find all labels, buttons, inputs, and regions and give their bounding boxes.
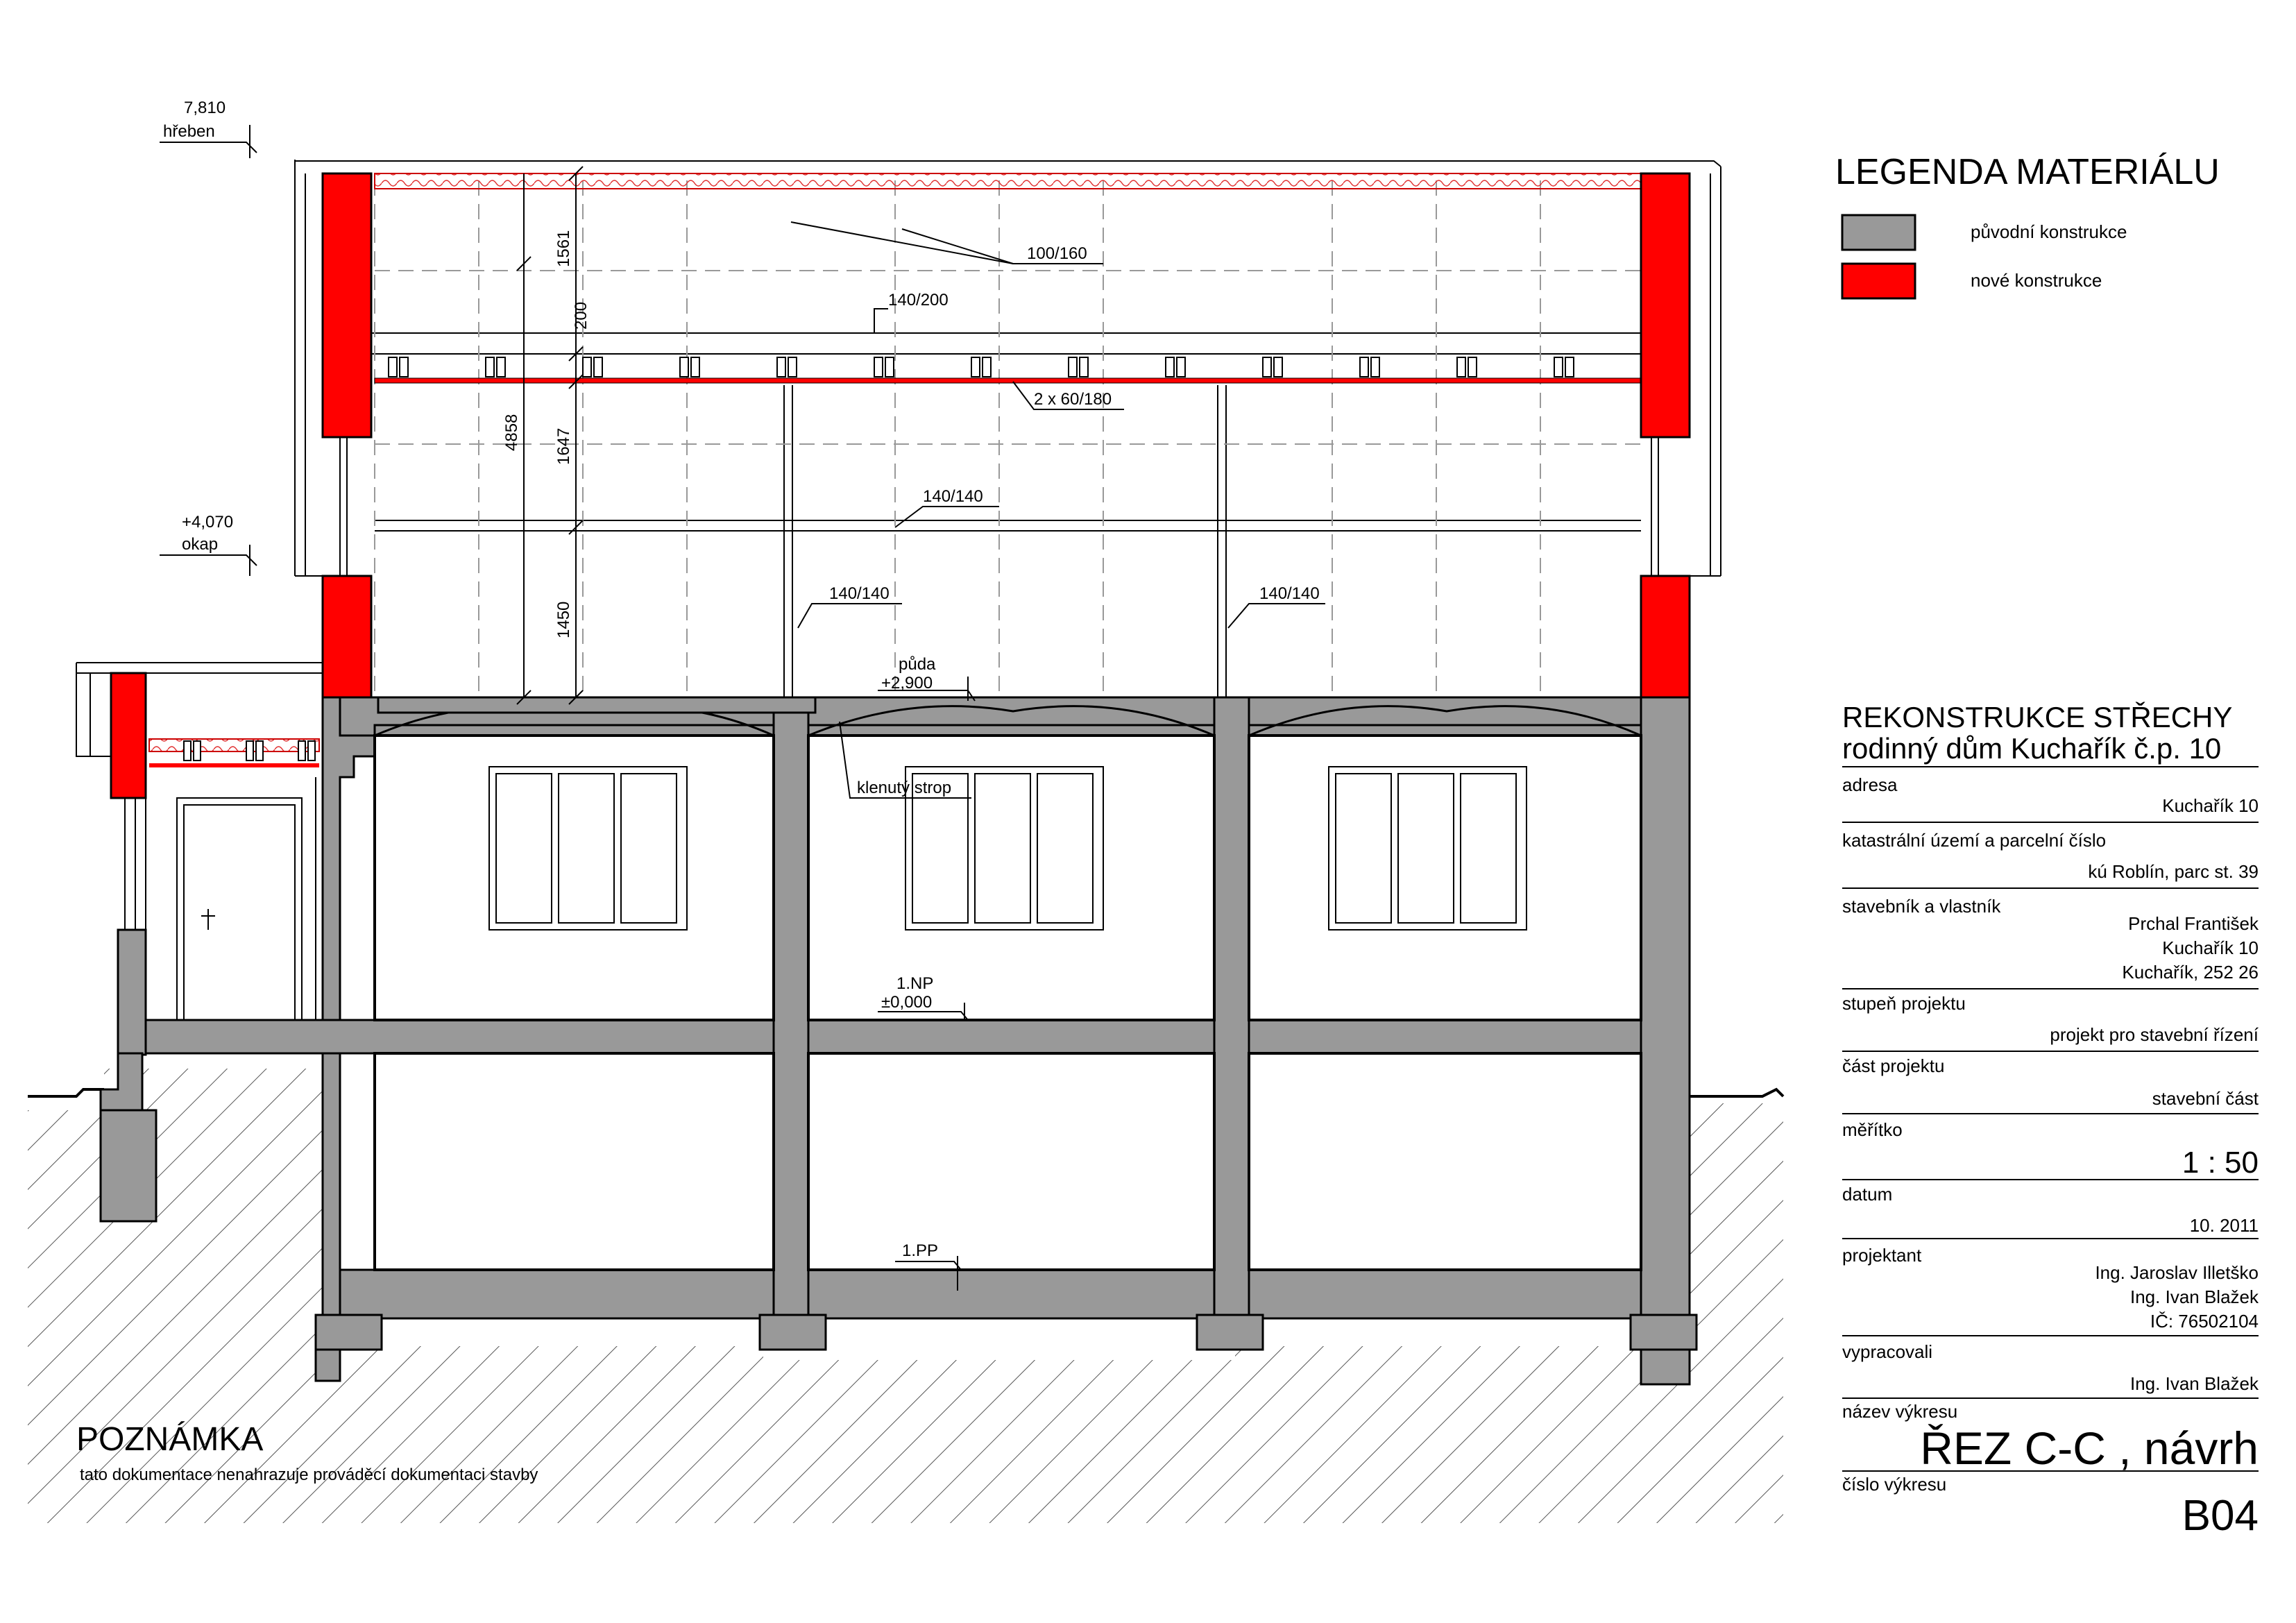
joist — [1371, 357, 1379, 377]
joist — [777, 357, 785, 377]
note-title: POZNÁMKA — [76, 1421, 264, 1458]
porch-joist — [184, 741, 191, 760]
joist — [1565, 357, 1574, 377]
foundation-2 — [760, 1315, 826, 1350]
tb-label-stage: stupeň projektu — [1842, 993, 1966, 1014]
tb-label-designer: projektant — [1842, 1245, 1922, 1266]
floor-slab-1np — [142, 1020, 1690, 1053]
tb-value-drawing-number: B04 — [2182, 1492, 2259, 1540]
ceiling-new-line — [375, 378, 1641, 383]
porch-insulation — [149, 739, 319, 751]
title-block — [1842, 701, 2259, 1540]
room-1pp-c — [1249, 1053, 1641, 1270]
legend-title: LEGENDA MATERIÁLU — [1835, 152, 2220, 192]
porch-ceiling-new-line — [149, 763, 319, 767]
tb-value-part: stavební část — [2152, 1088, 2259, 1109]
level-ridge-value: 7,810 — [184, 99, 226, 117]
level-np-value: ±0,000 — [881, 993, 933, 1012]
new-wall-left-upper — [323, 173, 371, 437]
porch-wall — [118, 930, 146, 1055]
attic-floor-left — [378, 697, 815, 713]
legend-swatch-existing — [1842, 215, 1915, 250]
basement-floor-slab — [340, 1270, 1690, 1318]
label-140-140-post-left: 140/140 — [829, 584, 890, 603]
joist — [400, 357, 408, 377]
tb-label-part: část projektu — [1842, 1055, 1945, 1076]
ground-line — [28, 1089, 104, 1096]
joist — [874, 357, 883, 377]
label-140-140-post-right: 140/140 — [1259, 584, 1320, 603]
tb-value-owner-3: Kuchařík, 252 26 — [2122, 962, 2259, 983]
tb-value-date: 10. 2011 — [2189, 1215, 2259, 1236]
new-wall-left-lower — [323, 576, 371, 697]
windows — [489, 767, 1527, 930]
room-1pp-a — [375, 1053, 774, 1270]
label-vault: klenutý strop — [857, 779, 952, 797]
joist — [983, 357, 991, 377]
joist — [788, 357, 797, 377]
level-attic-value: +2,900 — [881, 674, 933, 692]
tb-label-drawn-by: vypracovali — [1842, 1341, 1933, 1362]
tb-value-drawn-by: Ing. Ivan Blažek — [2130, 1373, 2259, 1394]
joist — [1468, 357, 1477, 377]
note-text: tato dokumentace nenahrazuje prováděcí dokumentaci stavby — [80, 1465, 538, 1484]
foundation-4 — [1631, 1315, 1697, 1350]
new-wall-right-upper — [1641, 173, 1690, 437]
tb-label-drawing-name: název výkresu — [1842, 1401, 1958, 1422]
joist — [971, 357, 980, 377]
right-outer-wall — [1641, 697, 1690, 1384]
inner-wall-2 — [1214, 697, 1249, 1318]
porch-joist — [194, 741, 201, 760]
dim-4858: 4858 — [502, 414, 521, 451]
legend-label-new: nové konstrukce — [1971, 270, 2102, 291]
joist — [691, 357, 699, 377]
joist — [1554, 357, 1563, 377]
tb-value-stage: projekt pro stavební řízení — [2050, 1024, 2259, 1045]
foundation-1 — [316, 1315, 382, 1350]
tb-value-designer-1: Ing. Jaroslav Illetško — [2095, 1262, 2259, 1283]
porch-foundation — [101, 1110, 156, 1221]
dim-1561: 1561 — [554, 230, 573, 267]
inner-wall-1 — [774, 697, 808, 1318]
label-140-200: 140/200 — [888, 291, 949, 309]
tb-label-drawing-number: číslo výkresu — [1842, 1474, 1947, 1495]
legend-swatch-new — [1842, 264, 1915, 298]
tb-value-scale: 1 : 50 — [2182, 1146, 2259, 1180]
dim-1450: 1450 — [554, 601, 573, 638]
new-porch-post — [111, 673, 146, 798]
tb-value-designer-3: IČ: 76502104 — [2150, 1311, 2259, 1332]
tb-label-address: adresa — [1842, 774, 1898, 795]
new-wall-right-lower — [1641, 576, 1690, 697]
joist — [1360, 357, 1368, 377]
level-ridge-label: hřeben — [163, 122, 215, 141]
porch-joist — [246, 741, 253, 760]
level-np-label: 1.NP — [896, 974, 934, 993]
window-3 — [1329, 767, 1527, 930]
room-1pp-b — [808, 1053, 1214, 1270]
tb-value-owner-2: Kuchařík 10 — [2162, 937, 2259, 958]
porch-joist — [256, 741, 263, 760]
tb-value-address: Kuchařík 10 — [2162, 795, 2259, 816]
porch-joist — [298, 741, 305, 760]
joist — [1166, 357, 1174, 377]
dim-200: 200 — [572, 301, 590, 330]
tb-value-owner-1: Prchal František — [2128, 913, 2259, 934]
project-title: REKONSTRUKCE STŘECHY — [1842, 701, 2233, 733]
foundation-3 — [1197, 1315, 1263, 1350]
level-eave-value: +4,070 — [182, 513, 234, 532]
tb-value-designer-2: Ing. Ivan Blažek — [2130, 1286, 2259, 1307]
label-100-160: 100/160 — [1027, 244, 1087, 263]
joist — [1080, 357, 1088, 377]
legend — [1835, 152, 2220, 298]
joist — [594, 357, 602, 377]
tb-label-cadastre: katastrální území a parcelní číslo — [1842, 830, 2107, 851]
project-subtitle: rodinný dům Kuchařík č.p. 10 — [1842, 732, 2222, 765]
tb-value-drawing-name: ŘEZ C-C , návrh — [1920, 1422, 2259, 1474]
level-attic-label: půda — [899, 655, 936, 674]
window-1 — [489, 767, 687, 930]
tb-label-date: datum — [1842, 1184, 1893, 1205]
tb-value-cadastre: kú Roblín, parc st. 39 — [2088, 861, 2259, 882]
joist — [1069, 357, 1077, 377]
joist — [1274, 357, 1282, 377]
label-2x60-180: 2 x 60/180 — [1034, 390, 1112, 409]
label-140-140-collar: 140/140 — [923, 487, 983, 506]
twin-joists — [389, 357, 1671, 377]
joist — [497, 357, 505, 377]
joist — [486, 357, 494, 377]
tb-label-owner: stavebník a vlastník — [1842, 896, 2001, 917]
level-pp-label: 1.PP — [902, 1241, 939, 1260]
porch-joist — [308, 741, 315, 760]
roof-insulation — [375, 173, 1641, 189]
tb-label-scale: měřítko — [1842, 1119, 1903, 1140]
joist — [389, 357, 397, 377]
roof-outline — [295, 161, 1721, 167]
joist — [1263, 357, 1271, 377]
joist — [1457, 357, 1465, 377]
joist — [885, 357, 894, 377]
dim-1647: 1647 — [554, 427, 573, 465]
joist — [680, 357, 688, 377]
porch-door — [146, 777, 340, 1020]
ground-line-right — [1686, 1089, 1783, 1096]
joist — [583, 357, 591, 377]
legend-label-existing: původní konstrukce — [1971, 221, 2127, 242]
level-eave-label: okap — [182, 535, 219, 554]
joist — [1177, 357, 1185, 377]
